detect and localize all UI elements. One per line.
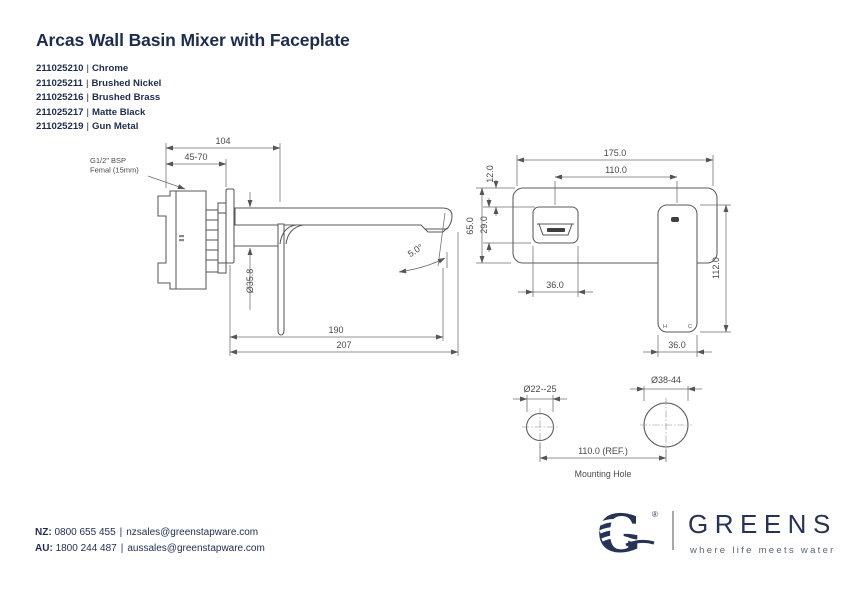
mounting-hole-detail xyxy=(513,375,702,479)
dim-12-label: 12.0 xyxy=(485,165,495,183)
hot-indicator: H xyxy=(663,324,667,330)
dim-110-label: 110.0 xyxy=(605,165,627,175)
product-code-list xyxy=(36,62,161,135)
product-finish: Matte Black xyxy=(92,106,146,118)
dim-45-70-label: 45-70 xyxy=(184,152,208,162)
product-code-row xyxy=(36,62,161,77)
dim-65-label: 65.0 xyxy=(465,217,475,235)
contact-au xyxy=(35,541,265,557)
page-title: Arcas Wall Basin Mixer with Faceplate xyxy=(36,30,350,50)
dim-29-label: 29.0 xyxy=(479,216,489,234)
dim-angle-label: 5.0° xyxy=(405,241,425,260)
dim-centers-label: 110.0 (REF.) xyxy=(578,446,628,456)
nz-label: NZ: xyxy=(35,527,52,538)
product-sku: 211025217 xyxy=(36,106,84,118)
separator: | xyxy=(86,63,89,74)
faceplate-side xyxy=(226,189,234,263)
au-email[interactable]: aussales@greenstapware.com xyxy=(127,542,265,554)
nz-phone: 0800 655 455 xyxy=(54,527,116,538)
product-code-row xyxy=(36,91,161,106)
au-phone: 1800 244 487 xyxy=(55,542,117,554)
product-finish: Chrome xyxy=(92,63,129,74)
product-code-row xyxy=(36,120,161,135)
separator: | xyxy=(86,121,89,133)
inlet-label-line2: Femal (15mm) xyxy=(90,165,139,175)
thread-section xyxy=(206,210,218,272)
au-label: AU: xyxy=(35,542,53,554)
separator: | xyxy=(119,527,123,538)
inlet-label-line1: G1/2" BSP xyxy=(90,156,127,165)
mounting-hole-caption: Mounting Hole xyxy=(574,469,632,479)
dim-175-label: 175.0 xyxy=(603,148,627,158)
separator: | xyxy=(86,106,89,118)
dim-large-hole-label: Ø38-44 xyxy=(650,375,682,385)
product-code-row xyxy=(36,77,161,92)
product-code-row xyxy=(36,106,161,121)
dim-190-label: 190 xyxy=(328,325,344,335)
contact-nz xyxy=(35,525,265,541)
dim-112-label: 112.0 xyxy=(711,257,721,279)
product-finish: Brushed Nickel xyxy=(91,77,162,89)
logo-wordmark: GREENS xyxy=(688,509,837,539)
product-finish: Gun Metal xyxy=(92,121,139,133)
separator: | xyxy=(120,542,124,554)
product-sku: 211025211 xyxy=(36,77,83,89)
dim-36-handle-label: 36.0 xyxy=(668,340,686,350)
product-finish: Brushed Brass xyxy=(92,92,161,104)
contact-block xyxy=(35,525,265,556)
product-sku: 211025219 xyxy=(36,121,84,133)
logo-tagline: where life meets water xyxy=(690,545,836,556)
logo-divider xyxy=(672,511,674,550)
dim-207-label: 207 xyxy=(336,340,352,350)
separator: | xyxy=(85,77,89,89)
handle-front xyxy=(658,205,697,332)
dim-dia-35-8-label: Ø35.8 xyxy=(245,268,255,294)
product-sku: 211025216 xyxy=(36,92,84,104)
nz-email[interactable]: nzsales@greenstapware.com xyxy=(126,527,259,538)
greens-logo-mark xyxy=(596,504,664,564)
side-view xyxy=(90,136,458,356)
product-sku: 211025210 xyxy=(36,63,84,74)
cold-indicator: C xyxy=(688,324,692,330)
dim-small-hole-label: Ø22--25 xyxy=(523,384,557,394)
handle-logo-mark xyxy=(671,217,679,222)
dim-36-spout-label: 36.0 xyxy=(546,280,564,290)
separator: | xyxy=(86,92,89,104)
logo-g-glyph: G xyxy=(597,504,642,564)
registered-mark: ® xyxy=(652,510,658,519)
front-view xyxy=(465,148,731,357)
dim-104-label: 104 xyxy=(215,136,231,146)
